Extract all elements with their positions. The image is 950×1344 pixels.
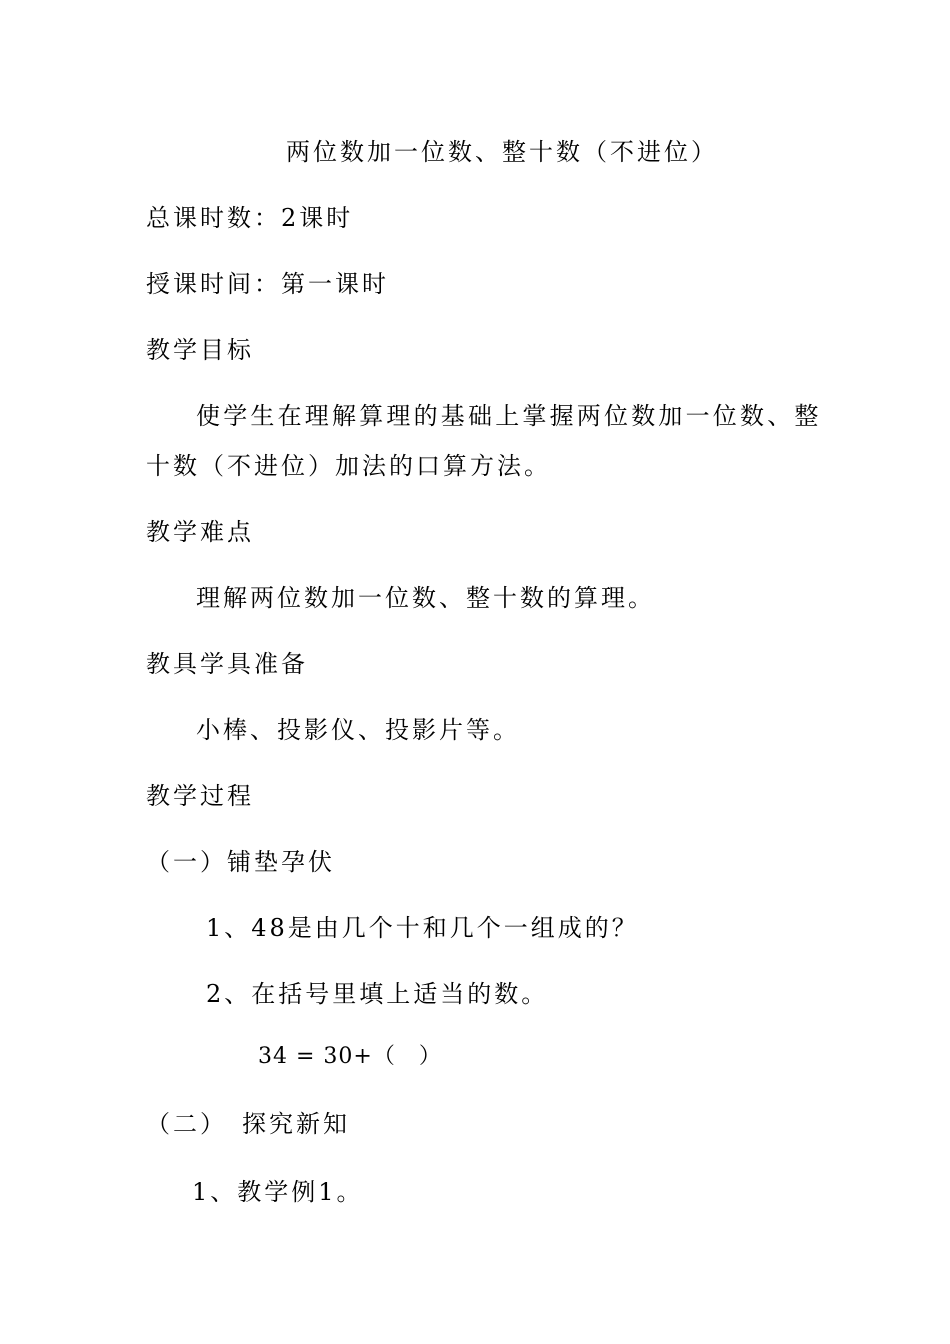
question-item-2: 2、在括号里填上适当的数。 <box>206 980 549 1008</box>
difficulties-text: 理解两位数加一位数、整十数的算理。 <box>196 584 655 612</box>
question-item-1: 1、48是由几个十和几个一组成的？ <box>206 914 639 942</box>
equation-line: 34 = 30+（ ） <box>258 1044 442 1069</box>
page-title: 两位数加一位数、整十数（不进位） <box>286 138 718 166</box>
section-heading-objectives: 教学目标 <box>146 336 254 364</box>
subsection-heading-explore: （二） 探究新知 <box>146 1110 350 1138</box>
example-item-1: 1、教学例1。 <box>192 1178 364 1206</box>
section-heading-materials: 教具学具准备 <box>146 650 308 678</box>
section-heading-difficulties: 教学难点 <box>146 518 254 546</box>
section-heading-process: 教学过程 <box>146 782 254 810</box>
total-class-hours: 总课时数：2课时 <box>146 204 354 232</box>
class-time: 授课时间：第一课时 <box>146 270 389 298</box>
materials-text: 小棒、投影仪、投影片等。 <box>196 716 520 744</box>
subsection-heading-preparation: （一）铺垫孕伏 <box>146 848 335 876</box>
objectives-text-line-1: 使学生在理解算理的基础上掌握两位数加一位数、整 <box>196 402 822 430</box>
objectives-text-line-2: 十数（不进位）加法的口算方法。 <box>146 452 551 480</box>
